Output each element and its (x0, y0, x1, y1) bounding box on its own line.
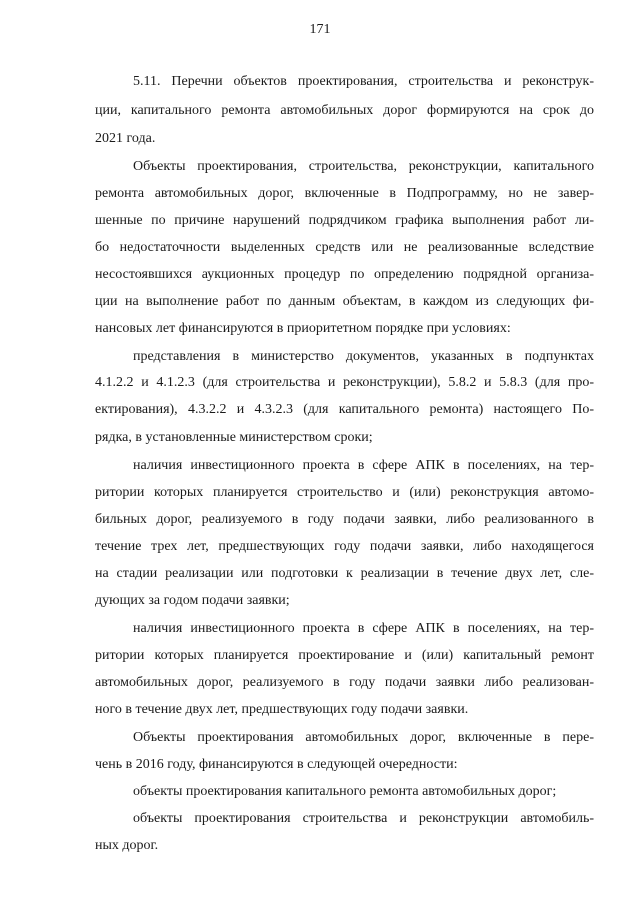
page-number: 171 (309, 22, 331, 37)
text-line: 2021 года. (95, 131, 156, 146)
text-line: ных дорог. (95, 838, 159, 853)
text-line: на стадии реализации или подготовки к реализации в течение двух лет, сле- (95, 566, 594, 581)
text-line: бильных дорог, реализуемого в году подачи заявки, либо реализованного в (95, 512, 594, 527)
text-line: дующих за годом подачи заявки; (95, 593, 290, 608)
text-line: наличия инвестиционного проекта в сфере АПК в поселениях, на тер- (133, 458, 594, 473)
text-line: бо недостаточности выделенных средств или не реализованные вследствие (95, 240, 594, 255)
text-line: ции на выполнение работ по данным объектам, в каждом из следующих фи- (95, 294, 594, 309)
text-line: ритории которых планируется строительство и (или) реконструкция автомо- (95, 485, 594, 500)
text-line: 5.11. Перечни объектов проектирования, строительства и реконструк- (133, 74, 594, 89)
text-line: шенные по причине нарушений подрядчиком графика выполнения работ ли- (95, 213, 594, 228)
text-line: ного в течение двух лет, предшествующих году подачи заявки. (95, 702, 469, 717)
text-line: течение трех лет, предшествующих году подачи заявки, либо находящегося (95, 539, 594, 554)
text-line: Объекты проектирования автомобильных дорог, включенные в пере- (133, 730, 594, 745)
text-line: представления в министерство документов, указанных в подпунктах (133, 349, 594, 364)
text-line: ремонта автомобильных дорог, включенные в Подпрограмму, но не завер- (95, 186, 594, 201)
text-line: объекты проектирования капитального ремонта автомобильных дорог; (133, 784, 557, 799)
text-line: несостоявшихся аукционных процедур по определению подрядной организа- (95, 267, 594, 282)
text-line: чень в 2016 году, финансируются в следующей очередности: (95, 757, 458, 772)
text-line: 4.1.2.2 и 4.1.2.3 (для строительства и реконструкции), 5.8.2 и 5.8.3 (для про- (95, 375, 594, 390)
text-line: ции, капитального ремонта автомобильных дорог формируются на срок до (95, 103, 594, 118)
text-line: автомобильных дорог, реализуемого в году подачи заявки либо реализован- (95, 675, 594, 690)
text-line: Объекты проектирования, строительства, реконструкции, капитального (133, 159, 594, 174)
text-line: рядка, в установленные министерством сроки; (95, 430, 373, 445)
text-line: объекты проектирования строительства и реконструкции автомобиль- (133, 811, 594, 826)
text-line: ритории которых планируется проектирование и (или) капитальный ремонт (95, 648, 594, 663)
text-line: нансовых лет финансируются в приоритетном порядке при условиях: (95, 321, 511, 336)
text-line: наличия инвестиционного проекта в сфере АПК в поселениях, на тер- (133, 621, 594, 636)
text-line: ектирования), 4.3.2.2 и 4.3.2.3 (для капитального ремонта) настоящего По- (95, 402, 594, 417)
